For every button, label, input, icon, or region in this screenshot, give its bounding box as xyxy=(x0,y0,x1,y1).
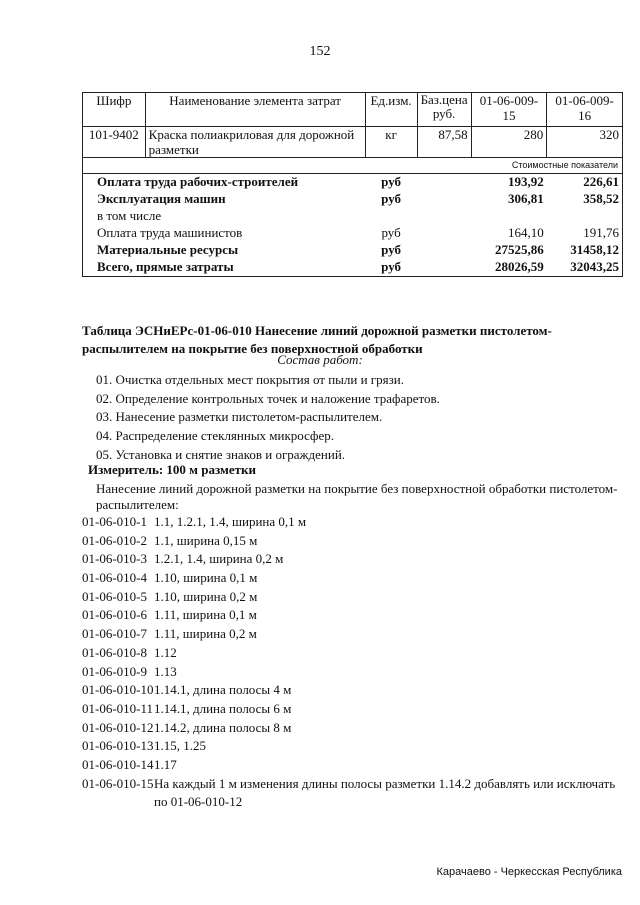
header-unit: Ед.изм. xyxy=(365,93,417,127)
item-desc: 1.2.1, 1.4, ширина 0,2 м xyxy=(154,551,284,567)
list-item xyxy=(82,644,615,663)
row-name: Краска полиакриловая для дорожной разметки xyxy=(145,127,365,158)
item-desc: 1.10, ширина 0,1 м xyxy=(154,570,258,586)
indicator-value-2: 191,76 xyxy=(547,225,623,242)
indicator-unit: руб xyxy=(365,259,417,277)
table-row xyxy=(83,127,623,158)
footer-region: Карачаево - Черкесская Республика xyxy=(436,866,622,878)
list-item xyxy=(82,569,615,588)
intro-text: Нанесение линий дорожной разметки на покрытие без поверхностной обработки пистолетом-распылителем: xyxy=(96,481,618,512)
item-desc: 1.14.2, длина полосы 8 м xyxy=(154,719,292,735)
cost-label: Стоимостные показатели xyxy=(83,158,623,174)
indicator-row xyxy=(83,191,623,208)
item-desc: 1.14.1, длина полосы 4 м xyxy=(154,682,292,698)
indicator-name: Материальные ресурсы xyxy=(83,242,366,259)
indicator-row xyxy=(83,208,623,225)
indicator-name: Оплата труда машинистов xyxy=(83,225,366,242)
work-item: 01. Очистка отдельных мест покрытия от пыли и грязи. xyxy=(96,372,404,387)
item-code: 01-06-010-15 xyxy=(82,775,154,791)
item-desc: 1.1, 1.2.1, 1.4, ширина 0,1 м xyxy=(154,514,307,529)
indicator-row xyxy=(83,174,623,192)
cost-label-row xyxy=(83,158,623,174)
item-code: 01-06-010-4 xyxy=(82,570,147,586)
indicator-row xyxy=(83,242,623,259)
indicator-name: Всего, прямые затраты xyxy=(83,259,366,277)
indicator-value-2 xyxy=(547,208,623,225)
item-code: 01-06-010-10 xyxy=(82,682,154,698)
list-item-last xyxy=(82,775,615,811)
list-item xyxy=(82,663,615,682)
cost-table xyxy=(82,92,623,277)
row-unit: кг xyxy=(365,127,417,158)
list-item xyxy=(82,681,615,700)
header-col1: 01-06-009-15 xyxy=(471,93,547,127)
list-item xyxy=(82,606,615,625)
header-name: Наименование элемента затрат xyxy=(145,93,365,127)
row-value-1: 280 xyxy=(471,127,547,158)
indicator-value-2: 226,61 xyxy=(547,174,623,192)
item-code: 01-06-010-2 xyxy=(82,532,147,548)
indicator-value-1: 306,81 xyxy=(508,191,544,206)
row-code: 101-9402 xyxy=(83,127,146,158)
item-code: 01-06-010-8 xyxy=(82,644,147,660)
indicator-value-2: 358,52 xyxy=(547,191,623,208)
item-code: 01-06-010-1 xyxy=(82,514,147,529)
item-desc: 1.10, ширина 0,2 м xyxy=(154,588,258,604)
header-col2: 01-06-009-16 xyxy=(547,93,623,127)
indicator-unit: руб xyxy=(365,174,417,192)
item-code: 01-06-010-11 xyxy=(82,700,154,716)
indicator-name: в том числе xyxy=(83,208,366,225)
item-desc: 1.14.1, длина полосы 6 м xyxy=(154,700,292,716)
item-desc: 1.13 xyxy=(154,663,177,679)
item-code: 01-06-010-12 xyxy=(82,719,154,735)
table-header-row xyxy=(83,93,623,127)
work-item: 05. Установка и снятие знаков и ограждений. xyxy=(96,446,346,462)
indicator-unit xyxy=(365,208,417,225)
list-item xyxy=(82,550,615,569)
row-base-price: 87,58 xyxy=(417,127,471,158)
item-code: 01-06-010-5 xyxy=(82,588,147,604)
item-code: 01-06-010-6 xyxy=(82,607,147,623)
header-base-price-line1: Баз.цена xyxy=(420,92,468,107)
header-base-price-line2: руб. xyxy=(432,106,456,121)
works-list xyxy=(96,371,440,464)
list-item xyxy=(82,756,615,775)
item-desc: 1.15, 1.25 xyxy=(154,738,206,754)
page-number: 152 xyxy=(309,44,331,59)
item-desc: 1.11, ширина 0,2 м xyxy=(154,626,257,642)
list-item xyxy=(82,737,615,756)
work-item: 02. Определение контрольных точек и наложение трафаретов. xyxy=(96,390,440,406)
item-desc: 1.12 xyxy=(154,644,177,660)
list-item xyxy=(82,532,615,551)
meter: Измеритель: 100 м разметки xyxy=(88,462,257,477)
work-item: 03. Нанесение разметки пистолетом-распылителем. xyxy=(96,409,383,425)
work-item: 04. Распределение стеклянных микросфер. xyxy=(96,428,334,444)
row-value-2: 320 xyxy=(547,127,623,158)
indicator-unit: руб xyxy=(381,191,402,206)
item-desc: На каждый 1 м изменения длины полосы разметки 1.14.2 добавлять или исключать xyxy=(154,775,616,791)
item-code: 01-06-010-13 xyxy=(82,738,154,754)
item-desc-continuation: по 01-06-010-12 xyxy=(154,794,243,810)
works-title: Состав работ: xyxy=(277,352,363,367)
section-title: Таблица ЭСНиЕРс-01-06-010 Нанесение линий дорожной разметки пистолетом-распылителем на покрытие без поверхностной обработки xyxy=(82,323,552,356)
indicator-value-1: 28026,59 xyxy=(471,259,547,277)
list-item xyxy=(82,625,615,644)
indicator-unit: руб xyxy=(381,242,402,257)
item-code: 01-06-010-9 xyxy=(82,663,147,679)
indicator-name: Эксплуатация машин xyxy=(83,191,366,208)
list-item xyxy=(82,513,615,532)
header-code: Шифр xyxy=(83,93,146,127)
items-list xyxy=(82,513,615,810)
indicator-value-1: 27525,86 xyxy=(495,242,544,257)
list-item xyxy=(82,719,615,738)
indicator-row xyxy=(83,259,623,277)
indicator-value-1 xyxy=(471,208,547,225)
indicator-name: Оплата труда рабочих-строителей xyxy=(83,174,366,192)
indicator-value-1: 193,92 xyxy=(471,174,547,192)
indicator-value-2: 32043,25 xyxy=(547,259,623,277)
indicator-value-1: 164,10 xyxy=(508,225,544,240)
header-base-price xyxy=(417,93,471,127)
indicator-row xyxy=(83,225,623,242)
item-code: 01-06-010-7 xyxy=(82,626,147,642)
indicator-value-2: 31458,12 xyxy=(547,242,623,259)
list-item xyxy=(82,588,615,607)
item-desc: 1.1, ширина 0,15 м xyxy=(154,532,258,548)
item-desc: 1.17 xyxy=(154,756,177,772)
list-item xyxy=(82,700,615,719)
item-code: 01-06-010-14 xyxy=(82,756,154,772)
indicator-unit: руб xyxy=(381,225,401,240)
item-desc: 1.11, ширина 0,1 м xyxy=(154,607,257,623)
item-code: 01-06-010-3 xyxy=(82,551,147,567)
